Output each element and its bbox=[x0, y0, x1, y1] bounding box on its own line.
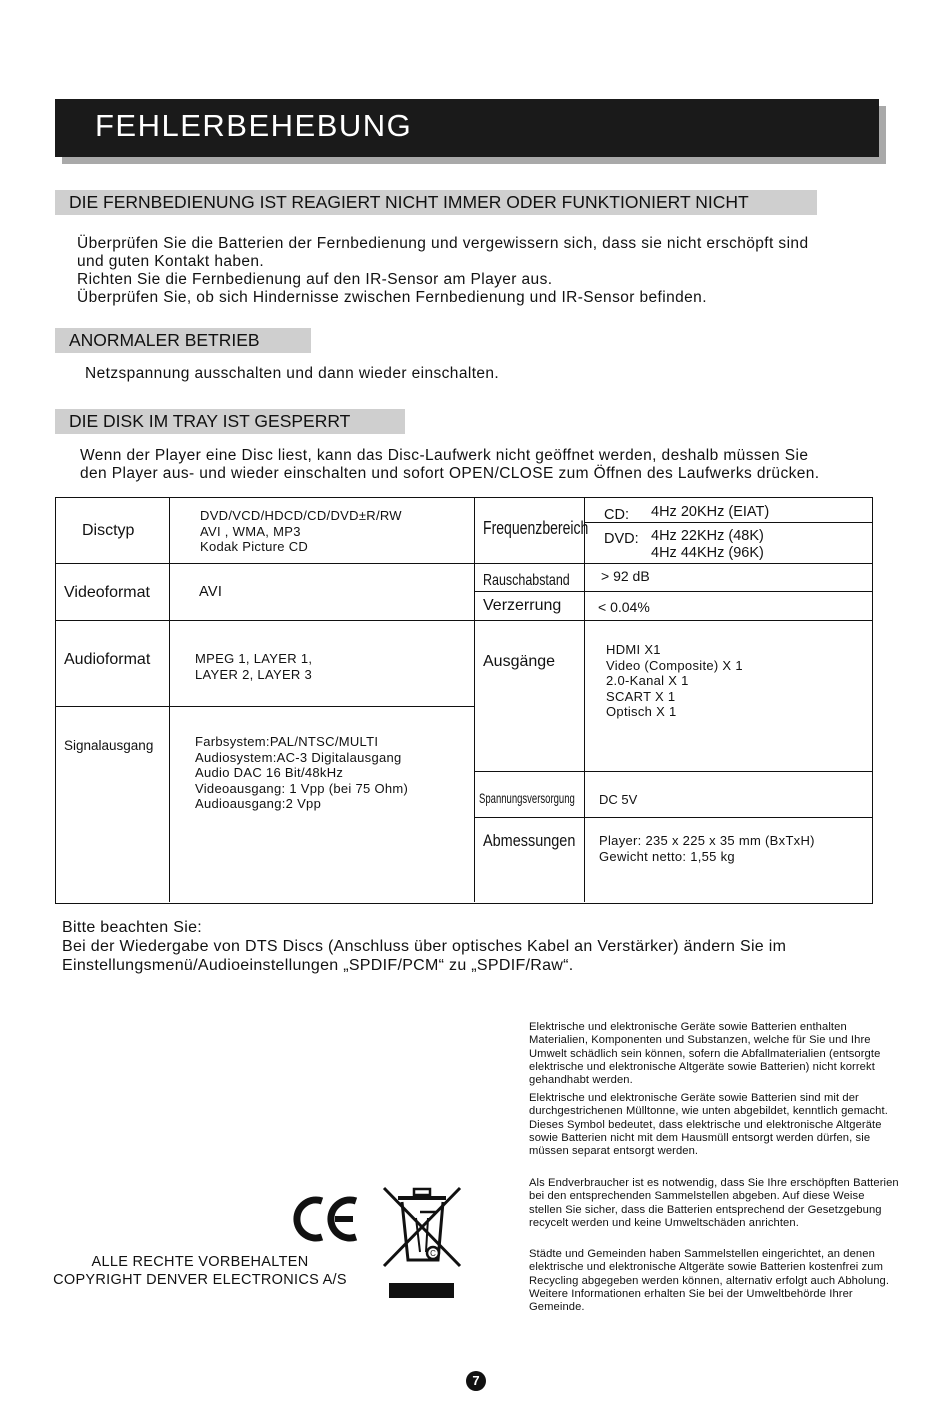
spec-label-cd: CD: bbox=[604, 507, 629, 523]
spec-value-outputs: HDMI X1 Video (Composite) X 1 2.0-Kanal X 1 SCART X 1 Optisch X 1 bbox=[606, 642, 743, 719]
spec-label-dvd: DVD: bbox=[604, 531, 639, 547]
table-divider bbox=[474, 817, 872, 818]
spec-value-noise: > 92 dB bbox=[601, 568, 650, 584]
table-divider bbox=[56, 706, 474, 707]
section-heading-tray: DIE DISK IM TRAY IST GESPERRT bbox=[55, 409, 405, 434]
table-divider bbox=[474, 591, 872, 592]
weee-paragraph: Elektrische und elektronische Geräte sowie Batterien enthalten Materialien, Komponenten und Substanzen, welche für Sie und Ihre Umwelt schädlich sein können, sofern die Abfallmaterialien (entsorgte elektrische und elektronische Altgeräte sowie Batterien) nicht korrekt gehandhabt werden. bbox=[529, 1021, 881, 1087]
spec-label-audioformat: Audioformat bbox=[64, 651, 151, 668]
table-divider bbox=[56, 563, 474, 564]
spec-label-outputs: Ausgänge bbox=[483, 653, 556, 670]
ce-mark-icon bbox=[289, 1193, 361, 1245]
table-divider bbox=[474, 620, 872, 621]
spec-label-noise: Rauschabstand bbox=[483, 572, 570, 589]
spec-label-distortion: Verzerrung bbox=[483, 597, 562, 614]
weee-paragraph: Städte und Gemeinden haben Sammelstellen eingerichtet, an denen elektrische und elektronische Altgeräte sowie Batterien kostenfrei zum Recycling abgegeben werden können, alternativ erfolgt auch Abholung. Weitere Informationen erhalten Sie bei der Umweltbehörde Ihrer Gemeinde. bbox=[529, 1248, 890, 1314]
page-title: FEHLERBEHEBUNG bbox=[95, 108, 413, 143]
spec-label-frequency: Frequenzbereich bbox=[483, 518, 589, 538]
spec-label-dimensions: Abmessungen bbox=[483, 831, 576, 850]
section-text-abnormal: Netzspannung ausschalten und dann wieder einschalten. bbox=[85, 365, 500, 382]
spec-value-cd: 4Hz 20KHz (EIAT) bbox=[651, 504, 770, 520]
table-divider bbox=[474, 498, 475, 902]
spec-value-dvd-96k: 4Hz 44KHz (96K) bbox=[651, 545, 764, 561]
spec-value-dimensions: Player: 235 x 225 x 35 mm (BxTxH) Gewicht netto: 1,55 kg bbox=[599, 833, 815, 864]
weee-bin-icon bbox=[380, 1186, 464, 1300]
section-text-remote: Überprüfen Sie die Batterien der Fernbedienung und vergewissern sich, dass sie nicht erschöpft sind und guten Kontakt haben. Richten Sie die Fernbedienung auf den IR-Sensor am Player aus. Überprüfen Sie, ob sich Hindernisse zwischen Fernbedienung und IR-Sensor befinden. bbox=[77, 235, 809, 306]
svg-text:C: C bbox=[430, 1249, 436, 1258]
table-divider bbox=[56, 620, 474, 621]
spec-label-disctype: Disctyp bbox=[82, 522, 135, 539]
table-divider bbox=[474, 563, 872, 564]
table-divider bbox=[169, 498, 170, 902]
spec-value-dvd-48k: 4Hz 22KHz (48K) bbox=[651, 528, 764, 544]
spec-value-signal: Farbsystem:PAL/NTSC/MULTI Audiosystem:AC-3 Digitalausgang Audio DAC 16 Bit/48kHz Videoausgang: 1 Vpp (bei 75 Ohm) Audioausgang:2 Vpp bbox=[195, 734, 409, 811]
weee-paragraph: Elektrische und elektronische Geräte sowie Batterien sind mit der durchgestrichenen Mülltonne, wie unten abgebildet, kenntlich gemacht. Dieses Symbol bedeutet, dass elektrische und elektronische Altgeräte sowie Batterien nicht mit dem Hausmüll entsorgt werden dürfen, sie müssen separat entsorgt werden. bbox=[529, 1092, 888, 1158]
rights-reserved bbox=[40, 1253, 360, 1289]
weee-paragraph: Als Endverbraucher ist es notwendig, dass Sie Ihre erschöpften Batterien bei den entsprechenden Sammelstellen abgeben. Auf diese Weise stellen Sie sicher, dass die Batterien entsprechend der Gesetzgebung recycelt werden und keine Umweltschäden anrichten. bbox=[529, 1177, 899, 1229]
spec-label-power: Spannungsversorgung bbox=[479, 790, 575, 806]
spec-value-videoformat: AVI bbox=[199, 584, 223, 600]
spec-table bbox=[55, 497, 873, 904]
spec-value-distortion: < 0.04% bbox=[598, 599, 650, 615]
spec-label-videoformat: Videoformat bbox=[64, 584, 150, 601]
section-heading-abnormal: ANORMALER BETRIEB bbox=[55, 328, 311, 353]
section-heading-remote: DIE FERNBEDIENUNG IST REAGIERT NICHT IMMER ODER FUNKTIONIERT NICHT bbox=[55, 190, 817, 215]
page-number: 7 bbox=[466, 1371, 486, 1391]
spec-value-audioformat: MPEG 1, LAYER 1, LAYER 2, LAYER 3 bbox=[195, 651, 313, 682]
rights-line-1: ALLE RECHTE VORBEHALTEN bbox=[91, 1254, 309, 1270]
dts-note: Bitte beachten Sie: Bei der Wiedergabe von DTS Discs (Anschluss über optisches Kabel an Verstärker) ändern Sie im Einstellungsmenü/Audioeinstellungen „SPDIF/PCM“ zu „SPDIF/Raw“. bbox=[62, 919, 787, 974]
table-divider bbox=[474, 771, 872, 772]
spec-value-power: DC 5V bbox=[599, 792, 638, 807]
spec-value-disctype: DVD/VCD/HDCD/CD/DVD±R/RW AVI , WMA, MP3 Kodak Picture CD bbox=[200, 508, 402, 554]
rights-line-2: COPYRIGHT DENVER ELECTRONICS A/S bbox=[53, 1272, 347, 1288]
section-text-tray: Wenn der Player eine Disc liest, kann das Disc-Laufwerk nicht geöffnet werden, deshalb müssen Sie den Player aus- und wieder einschalten und sofort OPEN/CLOSE zum Öffnen des Laufwerks drücken. bbox=[80, 447, 820, 482]
spec-label-signal: Signalausgang bbox=[64, 738, 154, 753]
